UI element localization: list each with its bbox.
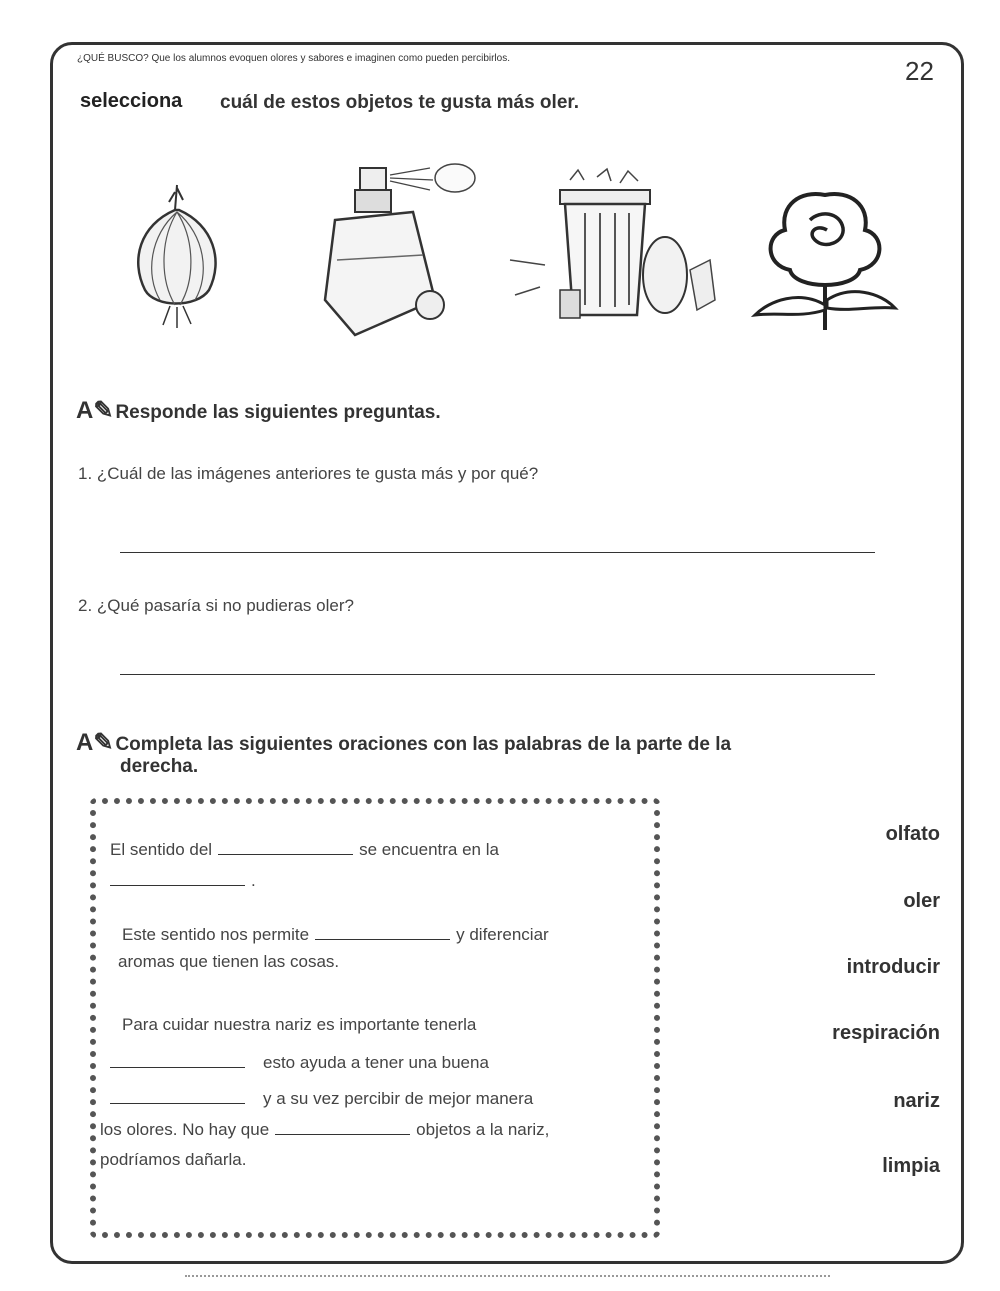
pencil-icon: A✎: [76, 729, 114, 756]
sentence-3-line2: esto ayuda a tener una buena: [110, 1050, 489, 1073]
blank-4[interactable]: [110, 1050, 245, 1068]
page-number: 22: [905, 56, 934, 86]
instruction-text: cuál de estos objetos te gusta más oler.: [220, 92, 580, 113]
word-olfato[interactable]: olfato: [885, 823, 940, 845]
sentence-1-line1: El sentido del se encuentra en la: [110, 837, 499, 860]
section-title-completa-line2: derecha.: [120, 756, 199, 777]
sentence-2-line1: Este sentido nos permite y diferenciar: [122, 922, 549, 945]
sentence-3-line3: y a su vez percibir de mejor manera: [110, 1086, 533, 1109]
sentence-1-line2: .: [110, 868, 256, 891]
question-1: 1. ¿Cuál de las imágenes anteriores te gusta más y por qué?: [78, 464, 539, 483]
rose-icon[interactable]: [745, 180, 905, 335]
blank-2[interactable]: [110, 868, 245, 886]
trash-can-icon[interactable]: [505, 165, 720, 330]
answer-line-2[interactable]: [120, 674, 875, 675]
word-limpia[interactable]: limpia: [882, 1155, 940, 1177]
sentence-3-line1: Para cuidar nuestra nariz es importante tenerla: [122, 1015, 477, 1034]
pencil-icon: A✎: [76, 397, 114, 424]
perfume-icon[interactable]: [315, 150, 480, 350]
sentence-3-line5: podríamos dañarla.: [100, 1150, 247, 1169]
footer-divider: [185, 1275, 830, 1281]
blank-1[interactable]: [218, 837, 353, 855]
word-introducir[interactable]: introducir: [846, 956, 940, 978]
header-note: ¿QUÉ BUSCO? Que los alumnos evoquen olores y sabores e imaginen como pueden percibirlos.: [77, 53, 510, 64]
word-oler[interactable]: oler: [903, 890, 940, 912]
sentence-2-line2: aromas que tienen las cosas.: [118, 952, 340, 971]
section-title-responde: A✎ Responde las siguientes preguntas.: [76, 397, 441, 424]
word-respiracion[interactable]: respiración: [832, 1022, 940, 1044]
answer-line-1[interactable]: [120, 552, 875, 553]
question-2: 2. ¿Qué pasaría si no pudieras oler?: [78, 596, 354, 615]
word-nariz[interactable]: nariz: [893, 1090, 940, 1112]
sentence-3-line4: los olores. No hay que objetos a la nariz,: [100, 1117, 549, 1140]
onion-icon[interactable]: [125, 180, 230, 330]
blank-3[interactable]: [315, 922, 450, 940]
section-title-completa: A✎ Completa las siguientes oraciones con las palabras de la parte de la: [76, 729, 732, 756]
blank-5[interactable]: [110, 1086, 245, 1104]
instruction-action-word[interactable]: selecciona: [80, 90, 183, 112]
blank-6[interactable]: [275, 1117, 410, 1135]
